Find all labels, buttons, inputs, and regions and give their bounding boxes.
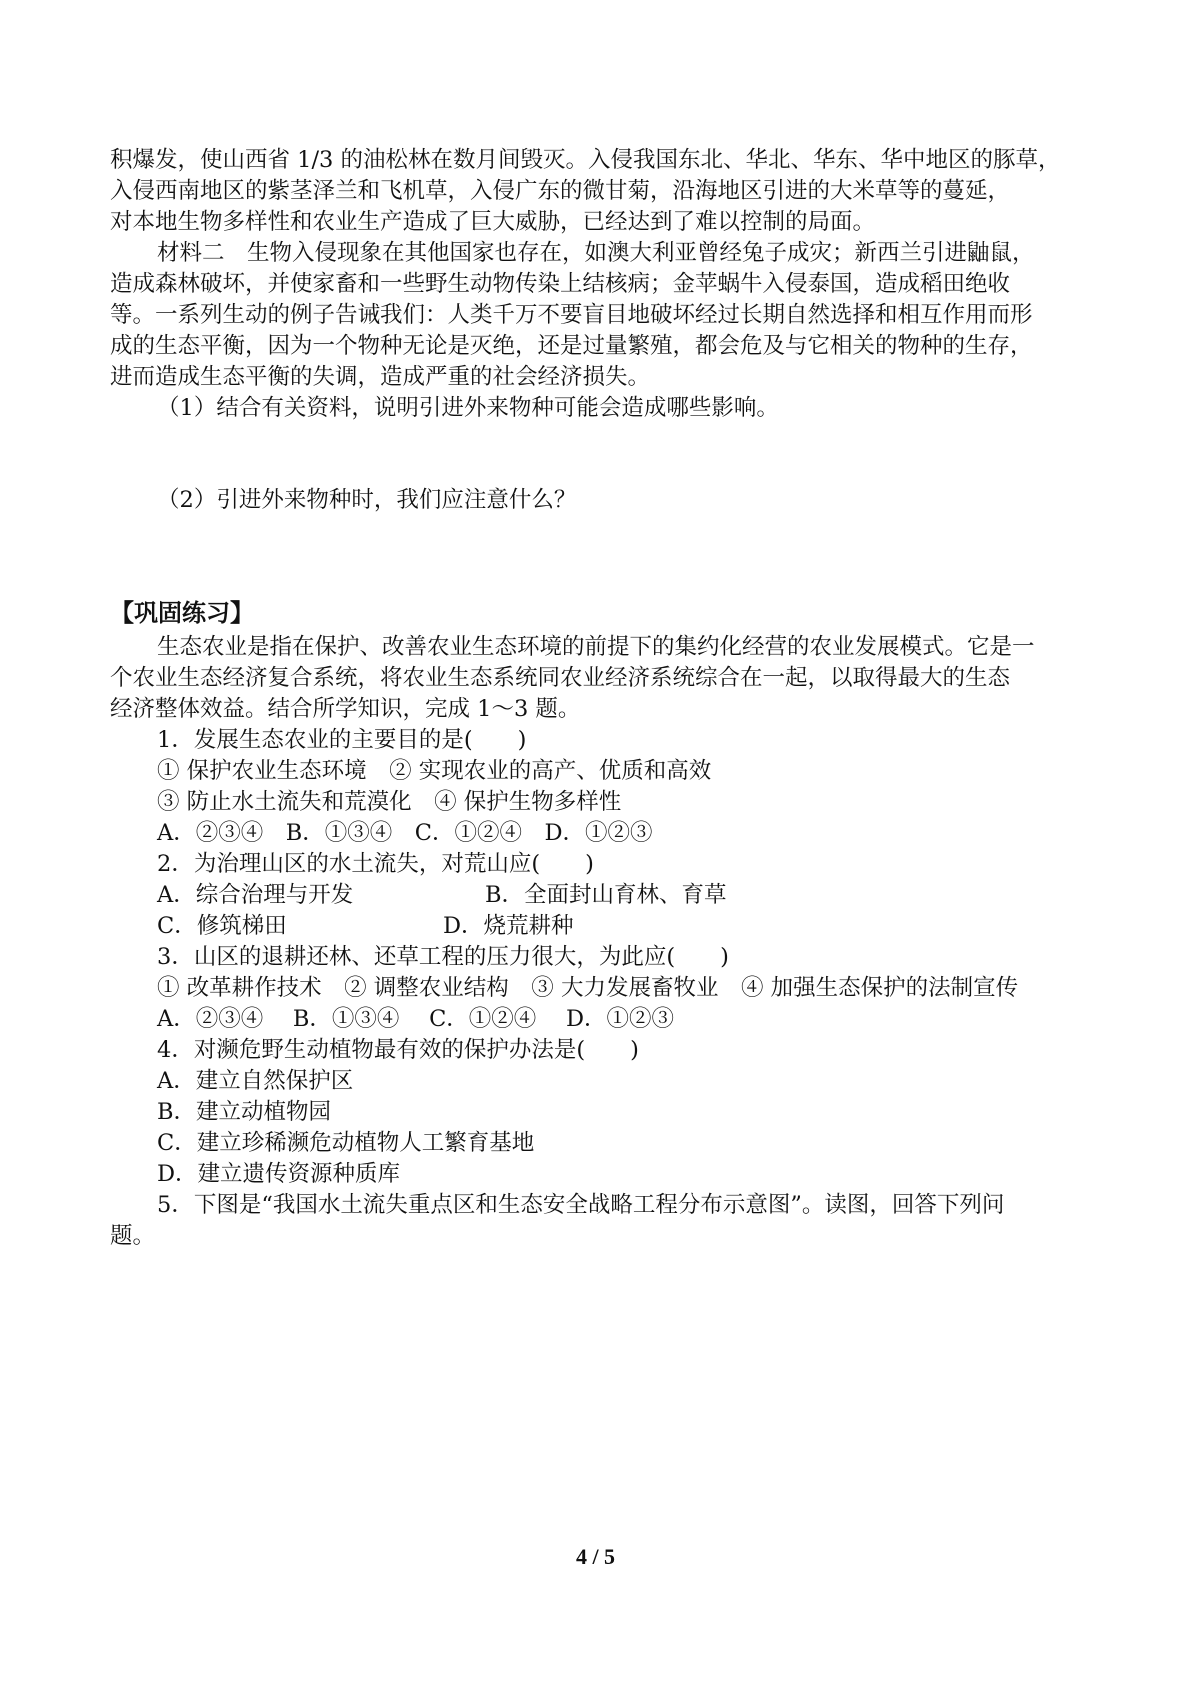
material-two-line: 进而造成生态平衡的失调，造成严重的社会经济损失。 xyxy=(110,364,651,390)
material-one-line: 入侵西南地区的紫茎泽兰和飞机草，入侵广东的微甘菊，沿海地区引进的大米草等的蔓延， xyxy=(110,178,1011,204)
section-title: 【巩固练习】 xyxy=(110,599,254,627)
exercise-line: ① 改革耕作技术 ② 调整农业结构 ③ 大力发展畜牧业 ④ 加强生态保护的法制宣传 xyxy=(157,975,1019,1001)
exercise-line: D．建立遗传资源种质库 xyxy=(157,1161,401,1187)
page-number: 4 / 5 xyxy=(575,1544,616,1569)
exercise-line: ③ 防止水土流失和荒漠化 ④ 保护生物多样性 xyxy=(157,789,622,815)
exercise-line: 2．为治理山区的水土流失，对荒山应( ) xyxy=(157,851,594,877)
material-two-line: 等。一系列生动的例子告诫我们：人类千万不要盲目地破坏经过长期自然选择和相互作用而形 xyxy=(110,302,1033,328)
q2-option-a: A．综合治理与开发 xyxy=(157,882,354,908)
question-2: （2）引进外来物种时，我们应注意什么？ xyxy=(157,487,577,513)
q2-option-b: B．全面封山育林、育草 xyxy=(485,882,727,908)
exercise-line: ① 保护农业生态环境 ② 实现农业的高产、优质和高效 xyxy=(157,758,712,784)
q2-option-d: D．烧荒耕种 xyxy=(443,913,574,939)
material-one-line: 积爆发，使山西省 1/3 的油松林在数月间毁灭。入侵我国东北、华北、华东、华中地区的豚草， xyxy=(110,147,1061,173)
intro-line: 经济整体效益。结合所学知识，完成 1～3 题。 xyxy=(110,696,581,722)
material-two-line: 材料二 生物入侵现象在其他国家也存在，如澳大利亚曾经兔子成灾；新西兰引进鼬鼠， xyxy=(157,240,1035,266)
exercise-line: A．②③④ B．①③④ C．①②④ D．①②③ xyxy=(157,1006,674,1032)
exercise-line: A．②③④ B．①③④ C．①②④ D．①②③ xyxy=(157,820,653,846)
material-one-line: 对本地生物多样性和农业生产造成了巨大威胁，已经达到了难以控制的局面。 xyxy=(110,209,876,235)
exercise-line: 5．下图是“我国水土流失重点区和生态安全战略工程分布示意图”。读图，回答下列问 xyxy=(157,1192,1005,1218)
exercise-line: C．建立珍稀濒危动植物人工繁育基地 xyxy=(157,1130,535,1156)
material-two-line: 造成森林破坏，并使家畜和一些野生动物传染上结核病；金苹蜗牛入侵泰国，造成稻田绝收 xyxy=(110,271,1011,297)
question-1: （1）结合有关资料，说明引进外来物种可能会造成哪些影响。 xyxy=(157,395,779,421)
exercise-line: 1．发展生态农业的主要目的是( ) xyxy=(157,727,527,753)
exercise-line: 题。 xyxy=(110,1223,156,1249)
exercise-line: 3．山区的退耕还林、还草工程的压力很大，为此应( ) xyxy=(157,944,729,970)
material-two-line: 成的生态平衡，因为一个物种无论是灭绝，还是过量繁殖，都会危及与它相关的物种的生存， xyxy=(110,333,1033,359)
intro-line: 生态农业是指在保护、改善农业生态环境的前提下的集约化经营的农业发展模式。它是一 xyxy=(157,634,1035,660)
exercise-line: 4．对濒危野生动植物最有效的保护办法是( ) xyxy=(157,1037,639,1063)
exercise-line: A．建立自然保护区 xyxy=(157,1068,354,1094)
q2-option-c: C．修筑梯田 xyxy=(157,913,287,939)
exercise-line: B．建立动植物园 xyxy=(157,1099,332,1125)
intro-line: 个农业生态经济复合系统，将农业生态系统同农业经济系统综合在一起，以取得最大的生态 xyxy=(110,665,1011,691)
